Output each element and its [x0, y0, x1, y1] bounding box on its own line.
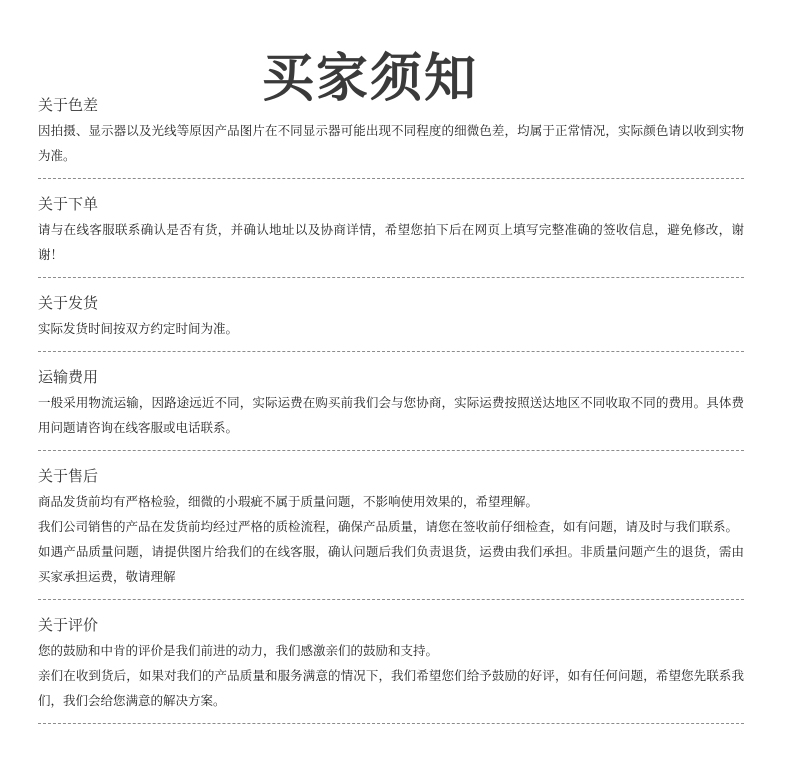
section-reviews: [38, 614, 744, 724]
section-color-difference: [38, 94, 744, 179]
section-paragraph: 我们公司销售的产品在发货前均经过严格的质检流程，确保产品质量，请您在签收前仔细检查，如有问题，请及时与我们联系。: [38, 519, 739, 534]
section-shipping-cost: [38, 366, 744, 451]
section-paragraph: 您的鼓励和中肯的评价是我们前进的动力，我们感激亲们的鼓励和支持。: [38, 643, 439, 658]
section-heading: 运输费用: [38, 368, 99, 386]
section-paragraph: 请与在线客服联系确认是否有货，并确认地址以及协商详情，希望您拍下后在网页上填写完整准确的签收信息，避免修改，谢谢！: [38, 222, 744, 262]
section-after-sales: [38, 465, 744, 600]
section-paragraph: 因拍摄、显示器以及光线等原因产品图片在不同显示器可能出现不同程度的细微色差，均属于正常情况，实际颜色请以收到实物为准。: [38, 123, 744, 163]
page-title: 买家须知: [261, 48, 478, 109]
section-heading: 关于评价: [38, 616, 99, 634]
section-paragraph: 如遇产品质量问题，请提供图片给我们的在线客服，确认问题后我们负责退货，运费由我们承担。非质量问题产生的退货，需由买家承担运费，敬请理解: [38, 544, 744, 584]
section-shipping-time: [38, 292, 744, 352]
notice-list: [38, 94, 744, 724]
section-paragraph: 一般采用物流运输，因路途远近不同，实际运费在购买前我们会与您协商，实际运费按照送达地区不同收取不同的费用。具体费用问题请咨询在线客服或电话联系。: [38, 395, 744, 435]
section-heading: 关于发货: [38, 294, 99, 312]
section-paragraph: 亲们在收到货后，如果对我们的产品质量和服务满意的情况下，我们希望您们给予鼓励的好评，如有任何问题，希望您先联系我们，我们会给您满意的解决方案。: [38, 668, 744, 708]
section-paragraph: 实际发货时间按双方约定时间为准。: [38, 321, 239, 336]
section-paragraph: 商品发货前均有严格检验，细微的小瑕疵不属于质量问题，不影响使用效果的，希望理解。: [38, 494, 539, 509]
section-heading: 关于下单: [38, 195, 99, 213]
section-heading: 关于售后: [38, 467, 99, 485]
section-heading: 关于色差: [38, 96, 99, 114]
section-ordering: [38, 193, 744, 278]
